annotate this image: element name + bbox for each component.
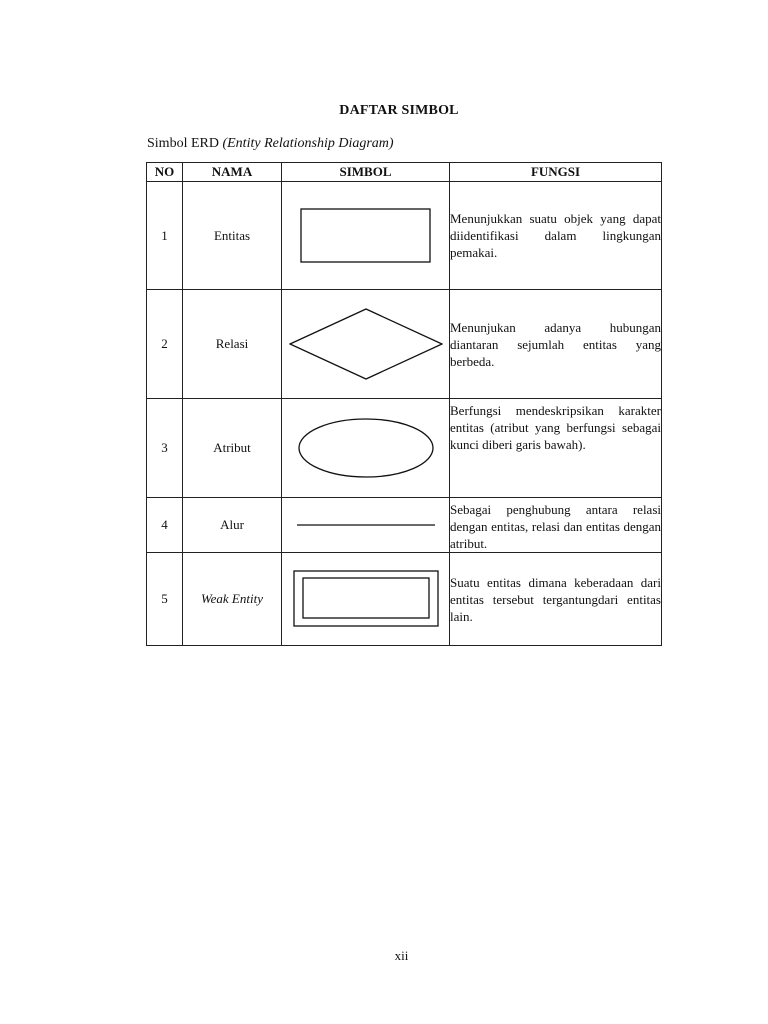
diamond-icon bbox=[289, 308, 443, 380]
row-simbol bbox=[282, 498, 450, 553]
table-row bbox=[147, 290, 662, 399]
row-no: 4 bbox=[147, 498, 183, 553]
row-nama: Entitas bbox=[183, 182, 282, 290]
header-fungsi: FUNGSI bbox=[450, 163, 662, 182]
line-icon bbox=[296, 521, 436, 529]
table-row bbox=[147, 399, 662, 498]
subtitle-prefix: Simbol ERD bbox=[147, 136, 223, 151]
row-fungsi: Suatu entitas dimana keberadaan dari entitas tersebut tergantungdari entitas lain. bbox=[450, 553, 662, 646]
row-fungsi: Menunjukan adanya hubungan diantaran sejumlah entitas yang berbeda. bbox=[450, 290, 662, 399]
row-simbol bbox=[282, 290, 450, 399]
table-header-row bbox=[147, 163, 662, 182]
ellipse-icon bbox=[297, 417, 435, 479]
row-no: 5 bbox=[147, 553, 183, 646]
row-nama: Alur bbox=[183, 498, 282, 553]
row-no: 2 bbox=[147, 290, 183, 399]
symbol-table bbox=[146, 162, 662, 646]
header-nama: NAMA bbox=[183, 163, 282, 182]
subtitle bbox=[147, 136, 394, 152]
row-simbol bbox=[282, 399, 450, 498]
row-no: 3 bbox=[147, 399, 183, 498]
row-nama: Relasi bbox=[183, 290, 282, 399]
page-title: DAFTAR SIMBOL bbox=[339, 103, 459, 118]
table-row bbox=[147, 182, 662, 290]
row-fungsi: Sebagai penghubung antara relasi dengan entitas, relasi dan entitas dengan atribut. bbox=[450, 498, 662, 553]
row-fungsi: Berfungsi mendeskripsikan karakter entitas (atribut yang berfungsi sebagai kunci diberi garis bawah). bbox=[450, 399, 662, 498]
double-rectangle-icon bbox=[293, 570, 439, 628]
row-fungsi: Menunjukkan suatu objek yang dapat diidentifikasi dalam lingkungan pemakai. bbox=[450, 182, 662, 290]
row-nama: Atribut bbox=[183, 399, 282, 498]
header-no: NO bbox=[147, 163, 183, 182]
row-simbol bbox=[282, 182, 450, 290]
row-no: 1 bbox=[147, 182, 183, 290]
subtitle-italic: (Entity Relationship Diagram) bbox=[222, 136, 394, 151]
rectangle-icon bbox=[300, 208, 432, 264]
row-simbol bbox=[282, 553, 450, 646]
table-row bbox=[147, 553, 662, 646]
row-nama: Weak Entity bbox=[183, 553, 282, 646]
header-simbol: SIMBOL bbox=[282, 163, 450, 182]
page-number: xii bbox=[394, 948, 409, 963]
table-row bbox=[147, 498, 662, 553]
